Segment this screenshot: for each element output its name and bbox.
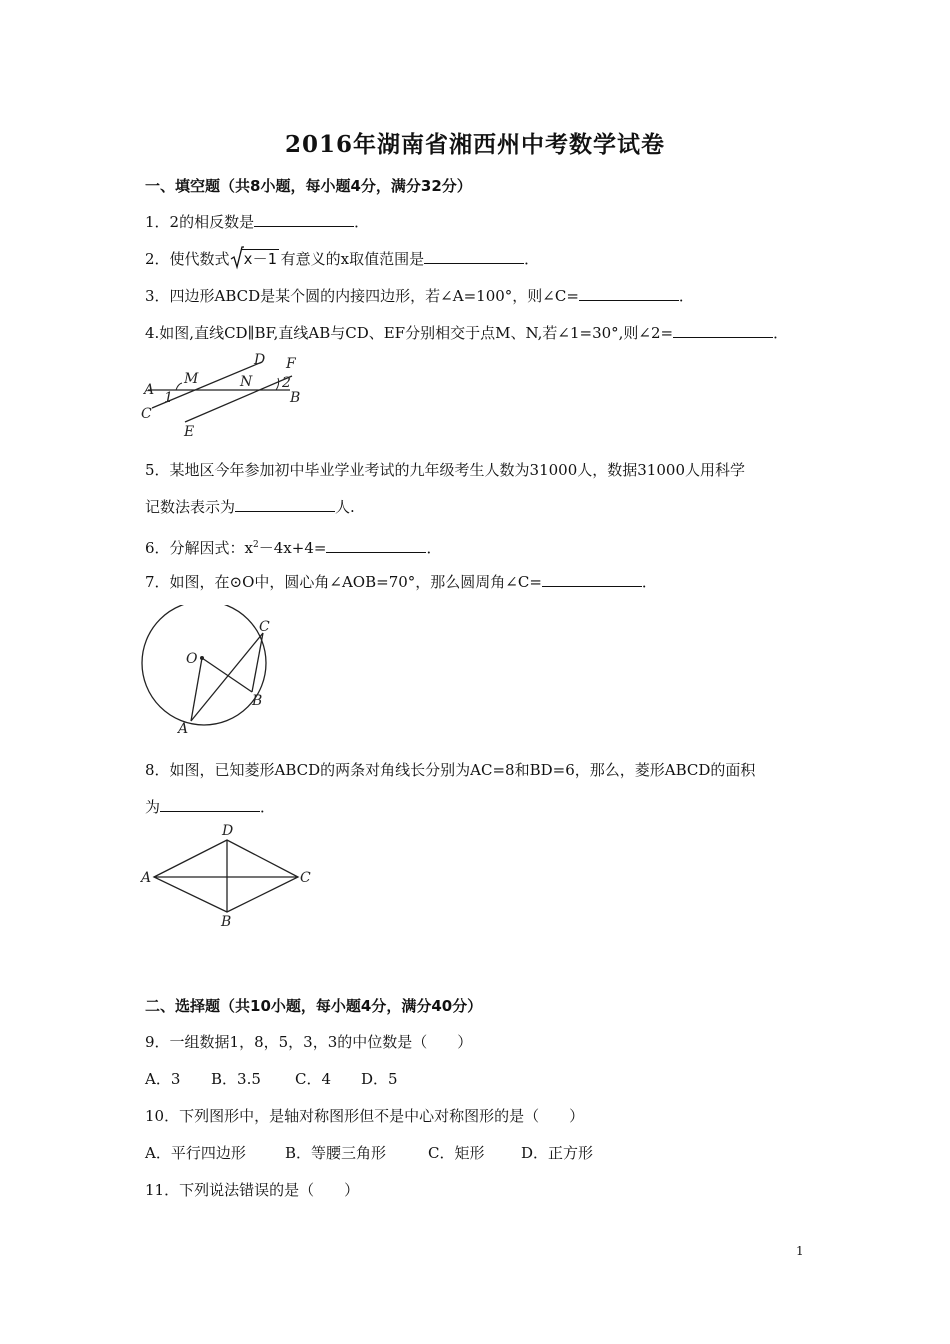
question-text: 1．2的相反数是: [145, 213, 255, 231]
page-title: 2016年湖南省湘西州中考数学试卷: [284, 131, 665, 158]
question-8-line-2: [145, 797, 275, 817]
page-number: 1: [796, 1244, 804, 1258]
question-text: 3．四边形ABCD是某个圆的内接四边形，若∠A=100°，则∠C=: [145, 287, 579, 305]
question-text: 4.如图,直线CD∥BF,直线AB与CD、EF分别相交于点M、N,若∠1=30°,则∠2=: [145, 324, 674, 342]
angle-2-arc: [276, 378, 279, 390]
label-n: N: [240, 374, 253, 390]
answer-blank: [326, 538, 426, 553]
question-4: [145, 323, 788, 343]
question-text: 记数法表示为: [145, 498, 236, 516]
label-d: D: [222, 823, 234, 839]
question-2: [145, 249, 539, 269]
answer-blank: [160, 797, 260, 812]
answer-blank: [673, 323, 773, 338]
question-3: [145, 286, 694, 306]
label-b: B: [290, 390, 301, 406]
punctuation: ．: [641, 573, 657, 591]
figure-circle: [140, 605, 280, 744]
question-9: 9．一组数据1，8，5，3，3的中位数是（ ）: [145, 1033, 473, 1051]
section-heading-multiple-choice: 二、选择题（共10小题，每小题4分，满分40分）: [145, 997, 483, 1015]
question-text: 7．如图，在⊙O中，圆心角∠AOB=70°，那么圆周角∠C=: [145, 573, 542, 591]
figure-parallel-lines: [140, 350, 310, 444]
answer-blank: [235, 497, 335, 512]
exponent: 2: [253, 540, 259, 550]
question-text-cont: 有意义的x取值范围是: [280, 250, 425, 268]
rhombus-abcd: [154, 840, 298, 912]
option-d: D．5: [361, 1070, 398, 1088]
segment-ob: [202, 658, 252, 692]
label-2: 2: [282, 375, 291, 391]
label-e: E: [184, 424, 195, 440]
label-b: B: [221, 914, 232, 930]
question-9-options: [145, 1069, 398, 1089]
question-text-cont: －4x+4=: [258, 539, 327, 557]
label-a: A: [141, 870, 152, 886]
label-f: F: [286, 356, 296, 372]
label-b: B: [252, 693, 263, 709]
segment-bc: [252, 633, 263, 692]
label-1: 1: [164, 390, 173, 406]
question-7: [145, 572, 657, 592]
figure-rhombus: [140, 820, 320, 934]
option-b: B．等腰三角形: [285, 1144, 387, 1162]
segment-oa: [191, 658, 202, 721]
question-text: 2．使代数式: [145, 250, 230, 268]
question-1: [145, 212, 369, 232]
punctuation: ．: [260, 798, 276, 816]
label-d: D: [254, 352, 266, 368]
label-a: A: [178, 721, 189, 737]
line-ef: [185, 376, 292, 422]
punctuation: ．: [354, 213, 370, 231]
label-c: C: [300, 870, 311, 886]
question-10-options: [145, 1143, 593, 1163]
option-c: C．矩形: [428, 1144, 485, 1162]
question-6: [145, 535, 441, 558]
question-8-line-1: 8．如图，已知菱形ABCD的两条对角线长分别为AC=8和BD=6，那么，菱形ABCD的面积: [145, 761, 756, 779]
question-text: 6．分解因式：x: [145, 539, 254, 557]
label-c: C: [259, 619, 270, 635]
label-a: A: [144, 382, 155, 398]
label-o: O: [186, 651, 198, 667]
answer-blank: [579, 286, 679, 301]
option-a: A．3: [145, 1070, 181, 1088]
punctuation: ．: [524, 250, 540, 268]
circle-o: [142, 605, 266, 725]
angle-1-arc: [176, 383, 182, 390]
punctuation: ．: [773, 324, 789, 342]
square-root: [230, 249, 279, 269]
section-heading-fill-in: 一、填空题（共8小题，每小题4分，满分32分）: [145, 177, 472, 195]
option-a: A．平行四边形: [145, 1144, 246, 1162]
option-d: D．正方形: [521, 1144, 594, 1162]
question-5-line-1: 5．某地区今年参加初中毕业学业考试的九年级考生人数为31000人，数据31000人用科学: [145, 461, 745, 479]
question-text-cont: 人.: [335, 498, 355, 516]
question-11: 11．下列说法错误的是（ ）: [145, 1181, 360, 1199]
punctuation: ．: [426, 539, 442, 557]
option-c: C．4: [295, 1070, 332, 1088]
option-b: B．3.5: [211, 1070, 261, 1088]
question-10: 10．下列图形中，是轴对称图形但不是中心对称图形的是（ ）: [145, 1107, 585, 1125]
answer-blank: [424, 249, 524, 264]
label-c: C: [141, 406, 152, 422]
radicand: x－1: [243, 250, 277, 268]
answer-blank: [542, 572, 642, 587]
answer-blank: [254, 212, 354, 227]
question-5-line-2: [145, 497, 355, 517]
question-text: 为: [145, 798, 161, 816]
punctuation: ．: [678, 287, 694, 305]
label-m: M: [184, 371, 199, 387]
